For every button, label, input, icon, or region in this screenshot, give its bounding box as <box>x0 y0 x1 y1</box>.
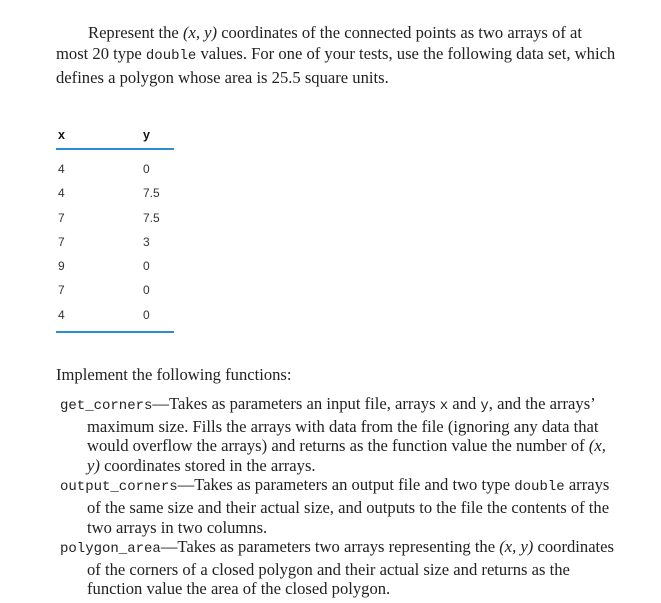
cell-x: 9 <box>58 259 65 274</box>
table-body <box>56 150 174 331</box>
intro-text-3: values. For one of your tests, use the following data set, which defines a polygon whose area is 25.5 square units. <box>56 44 616 87</box>
cell-x: 7 <box>58 283 65 298</box>
table-row <box>56 157 174 181</box>
table-row <box>56 278 174 302</box>
header-y: y <box>143 128 150 142</box>
table-header-row <box>56 128 174 148</box>
function-item-polygon-area <box>60 537 620 599</box>
code-y: y <box>480 398 489 414</box>
cell-y: 7.5 <box>143 210 160 225</box>
header-x: x <box>58 128 65 142</box>
function-desc: coordinates stored in the arrays. <box>104 455 316 475</box>
intro-coords-math: (x, y) <box>182 23 218 42</box>
cell-x: 7 <box>58 234 65 249</box>
cell-y: 3 <box>143 234 150 249</box>
cell-y: 0 <box>143 259 150 274</box>
function-item-get-corners <box>60 394 620 475</box>
implement-heading: Implement the following functions: <box>56 365 292 384</box>
cell-y: 0 <box>143 307 150 322</box>
table-row <box>56 230 174 254</box>
table-row <box>56 303 174 327</box>
coords-math: (x, y) <box>87 436 606 475</box>
function-desc: —Takes as parameters an output file and two type <box>177 475 511 495</box>
function-name: polygon_area <box>60 541 161 558</box>
table-row <box>56 181 174 205</box>
coords-math: (x, y) <box>499 537 534 557</box>
function-desc: —Takes as parameters an input file, arrays <box>152 394 436 413</box>
table-bottom-rule <box>56 331 174 333</box>
function-desc: arrays of the same size and their actual size, and outputs to the file the contents of the two arrays in two columns. <box>87 475 610 537</box>
function-list <box>60 394 620 599</box>
cell-x: 4 <box>58 307 65 322</box>
cell-y: 0 <box>143 283 150 298</box>
table-row <box>56 254 174 278</box>
cell-y: 7.5 <box>143 186 160 201</box>
intro-paragraph <box>56 22 616 88</box>
intro-type-code: double <box>145 48 197 64</box>
coordinates-table <box>56 128 174 333</box>
function-name: get_corners <box>60 398 153 414</box>
cell-x: 4 <box>58 186 65 201</box>
cell-x: 4 <box>58 162 65 176</box>
function-desc: coordinates of the corners of a closed polygon and their actual size and returns as the function value the area of the closed polygon. <box>87 537 614 599</box>
code-x: x <box>439 398 449 414</box>
cell-y: 0 <box>143 162 150 176</box>
function-desc: and <box>452 394 477 413</box>
intro-text-1: Represent the <box>88 23 179 42</box>
function-name: output_corners <box>60 479 178 496</box>
intro-text-2: coordinates of the connected points as two arrays of at most 20 type <box>56 23 582 63</box>
table-row <box>56 206 174 230</box>
cell-x: 7 <box>58 210 65 225</box>
function-desc: —Takes as parameters two arrays representing the <box>160 537 496 557</box>
function-item-output-corners <box>60 475 620 537</box>
code-double: double <box>514 479 565 496</box>
function-desc: , and the arrays’ maximum size. Fills the arrays with data from the file (ignoring any data that would overflow the arrays) and returns as the function value the number of <box>87 394 599 456</box>
